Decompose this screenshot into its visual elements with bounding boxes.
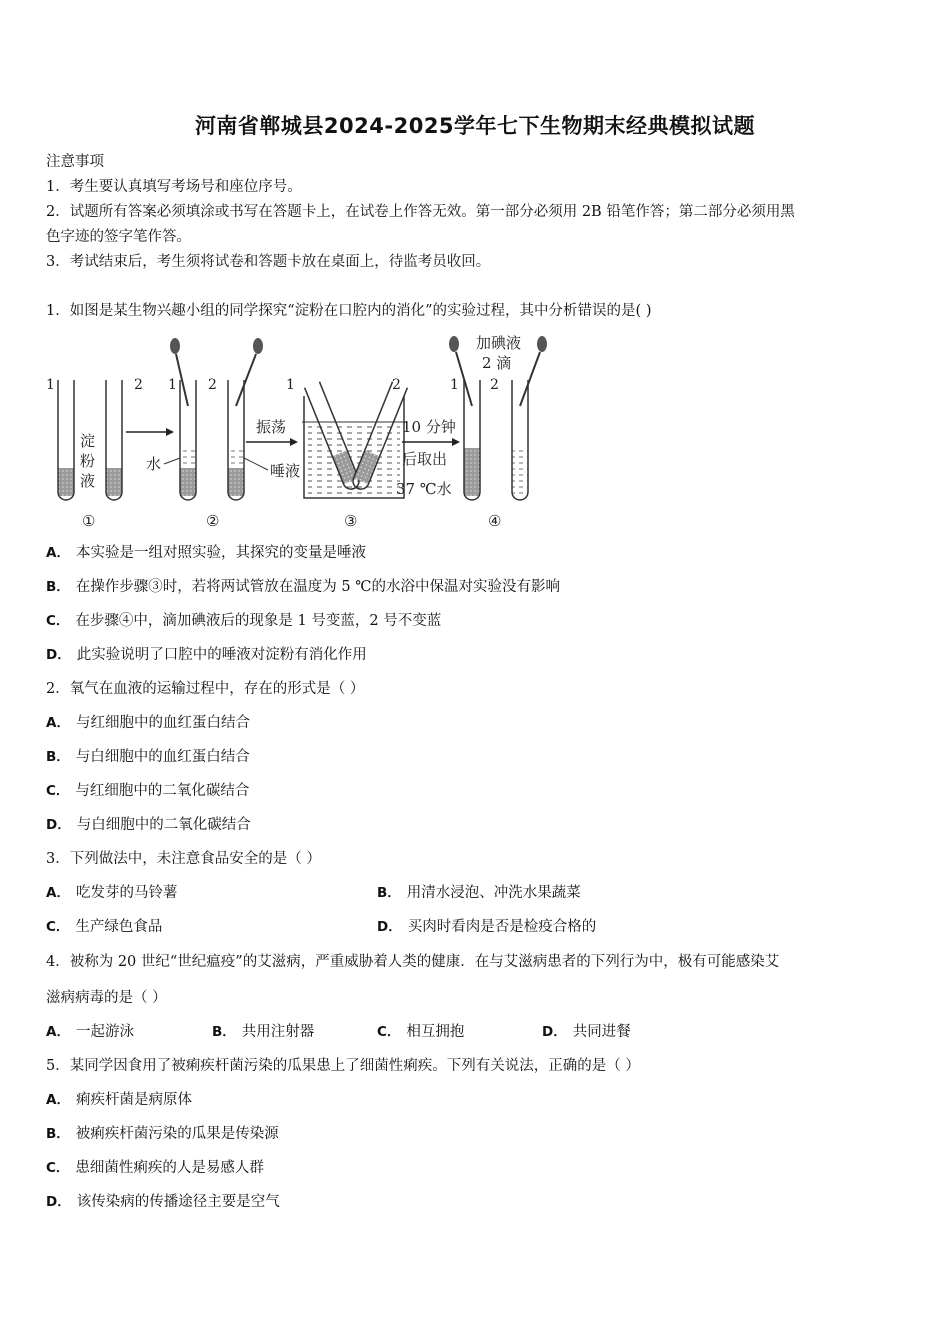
option-label: A．	[46, 1024, 70, 1040]
option	[46, 713, 250, 733]
option-label: D．	[542, 1024, 567, 1040]
option	[377, 917, 596, 937]
option	[46, 1124, 279, 1144]
option-label: B．	[212, 1024, 236, 1040]
option-label: A．	[46, 715, 70, 731]
starch-label: 淀	[80, 432, 96, 450]
time-label: 10 分钟	[402, 418, 456, 436]
option	[46, 885, 177, 901]
option-text: 在操作步骤③时，若将两试管放在温度为 5 ℃的水浴中保温对实验没有影响	[75, 579, 560, 595]
option-text: 与白细胞中的血红蛋白结合	[75, 749, 250, 765]
option-label: D．	[46, 1194, 71, 1210]
option-label: C．	[46, 1160, 70, 1176]
option-text: 患细菌性痢疾的人是易感人群	[75, 1160, 264, 1176]
option	[46, 543, 366, 563]
option	[46, 577, 560, 597]
option-text: 共用注射器	[241, 1024, 315, 1040]
tube-label-2: 2	[208, 377, 217, 393]
step-number: ④	[488, 512, 502, 530]
option	[46, 1024, 134, 1040]
question-1-stem: 1．如图是某生物兴趣小组的同学探究“淀粉在口腔内的消化”的实验过程，其中分析错误的是( )	[46, 303, 652, 319]
option-text: 买肉时看肉是否是检疫合格的	[407, 919, 597, 935]
option	[377, 883, 581, 903]
question-3-stem: 3．下列做法中，未注意食品安全的是（ ）	[46, 851, 321, 867]
option-label: C．	[46, 783, 70, 799]
option-text: 在步骤④中，滴加碘液后的现象是 1 号变蓝，2 号不变蓝	[75, 613, 442, 629]
tube-label-1: 1	[286, 377, 295, 393]
option	[46, 747, 250, 767]
step3-beaker	[286, 377, 407, 530]
dropper	[520, 352, 540, 406]
tube-label-1: 1	[450, 377, 459, 393]
option-text: 相互拥抱	[406, 1024, 465, 1040]
notice-item: 3．考试结束后，考生须将试卷和答题卡放在桌面上，待监考员收回。	[46, 254, 491, 270]
option-label: B．	[377, 885, 401, 901]
step-number: ②	[206, 512, 220, 530]
iodine-label: 加碘液	[476, 334, 522, 352]
option-text: 与红细胞中的二氧化碳结合	[75, 783, 250, 799]
option-label: C．	[377, 1024, 401, 1040]
step-number: ③	[344, 512, 358, 530]
option	[46, 781, 249, 801]
option	[377, 1022, 464, 1042]
notice-item: 色字迹的签字笔作答。	[46, 229, 191, 245]
tube-label-2: 2	[392, 377, 401, 393]
option-text: 与白细胞中的二氧化碳结合	[76, 817, 251, 833]
option-row	[46, 1022, 906, 1042]
option-row	[46, 883, 906, 903]
option	[46, 815, 251, 835]
tube-label-2: 2	[134, 377, 143, 393]
option-text: 被痢疾杆菌污染的瓜果是传染源	[75, 1126, 279, 1142]
option-text: 共同进餐	[572, 1024, 631, 1040]
page-title: 河南省郸城县2024-2025学年七下生物期末经典模拟试题	[194, 114, 756, 138]
starch-label: 液	[80, 472, 96, 490]
option-label: D．	[46, 647, 71, 663]
option-text: 痢疾杆菌是病原体	[75, 1092, 192, 1108]
question-5-stem: 5．某同学因食用了被痢疾杆菌污染的瓜果患上了细菌性痢疾。下列有关说法，正确的是（ ）	[46, 1058, 640, 1074]
tube-label-1: 1	[46, 377, 55, 393]
dropper	[236, 354, 256, 406]
time-label: 后取出	[402, 450, 448, 468]
option	[46, 1158, 264, 1178]
question-4-stem-cont: 滋病病毒的是（ ）	[46, 990, 167, 1006]
step-number: ①	[82, 512, 96, 530]
option-label: D．	[377, 919, 402, 935]
step4-tubes	[449, 334, 547, 530]
option-label: B．	[46, 749, 70, 765]
tube-label-2: 2	[490, 377, 499, 393]
option-text: 生产绿色食品	[75, 919, 163, 935]
bath-label: 37 ℃水	[396, 480, 452, 498]
option-text: 该传染病的传播途径主要是空气	[76, 1194, 280, 1210]
option	[46, 645, 367, 665]
step2-tubes	[146, 338, 263, 530]
question-4-stem: 4．被称为 20 世纪“世纪瘟疫”的艾滋病，严重威胁着人类的健康．在与艾滋病患者的下列行为中，极有可能感染艾	[46, 954, 780, 970]
option	[46, 611, 441, 631]
step1-tubes	[46, 377, 143, 530]
option	[542, 1022, 631, 1042]
experiment-diagram	[46, 334, 556, 534]
option-row	[46, 917, 906, 937]
option-label: D．	[46, 817, 71, 833]
dropper	[176, 354, 188, 406]
option-text: 与红细胞中的血红蛋白结合	[75, 715, 250, 731]
option-label: A．	[46, 545, 70, 561]
water-label: 水	[146, 455, 162, 473]
tube-label-1: 1	[168, 377, 177, 393]
option-label: B．	[46, 579, 70, 595]
starch-label: 粉	[80, 452, 96, 470]
iodine-label: 2 滴	[482, 354, 512, 372]
option-text: 吃发芽的马铃薯	[75, 885, 178, 901]
option-label: C．	[46, 919, 70, 935]
option-text: 一起游泳	[75, 1024, 134, 1040]
option-label: C．	[46, 613, 70, 629]
option-text: 此实验说明了口腔中的唾液对淀粉有消化作用	[76, 647, 367, 663]
option	[212, 1022, 314, 1042]
notice-item: 1．考生要认真填写考场号和座位序号。	[46, 179, 302, 195]
option	[46, 1192, 280, 1212]
shake-label: 振荡	[256, 418, 287, 436]
experiment-figure	[46, 334, 556, 534]
option-label: A．	[46, 1092, 70, 1108]
option-text: 用清水浸泡、冲洗水果蔬菜	[406, 885, 581, 901]
notice-item: 2．试题所有答案必须填涂或书写在答题卡上，在试卷上作答无效。第一部分必须用 2B 铅笔作答；第二部分必须用黑	[46, 204, 795, 220]
option	[46, 1090, 192, 1110]
option	[46, 919, 162, 935]
saliva-label: 唾液	[270, 462, 301, 480]
option-label: A．	[46, 885, 70, 901]
option-text: 本实验是一组对照实验，其探究的变量是唾液	[75, 545, 366, 561]
notice-heading: 注意事项	[46, 154, 104, 170]
question-2-stem: 2．氧气在血液的运输过程中，存在的形式是（ ）	[46, 681, 365, 697]
option-label: B．	[46, 1126, 70, 1142]
